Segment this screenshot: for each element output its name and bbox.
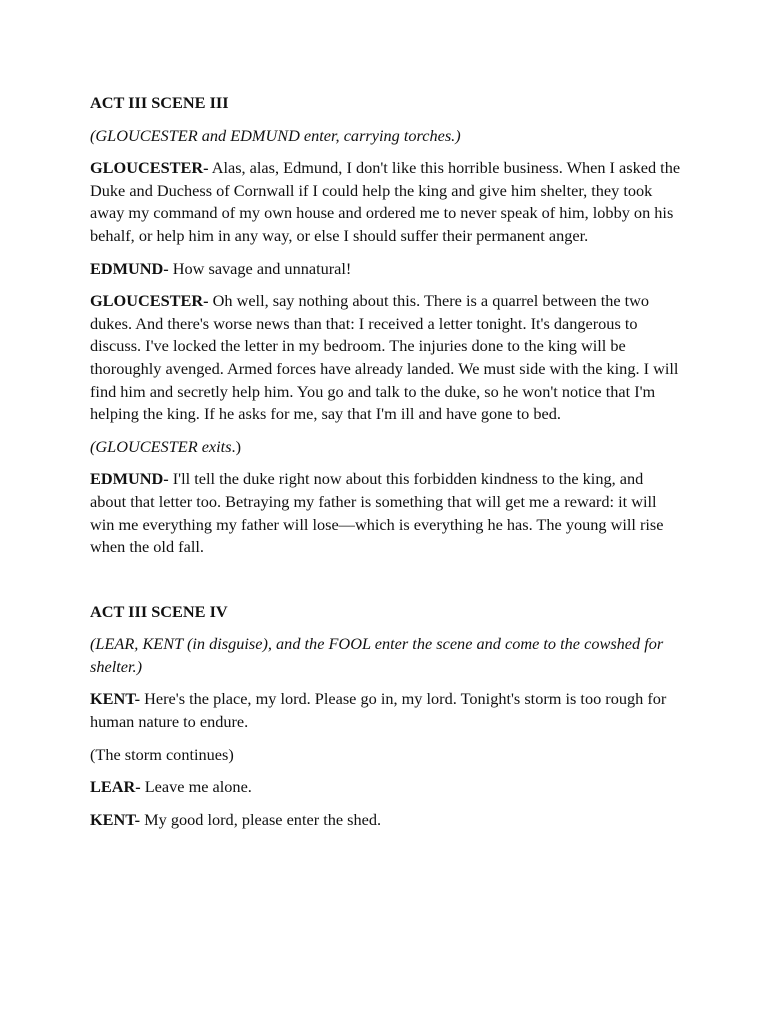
speaker-name: KENT- (90, 689, 141, 709)
dialogue-text: Leave me alone. (140, 777, 252, 797)
scene-divider-space (90, 569, 682, 601)
exit-direction-tail: .) (231, 436, 242, 456)
dialogue-line (90, 290, 682, 426)
dialogue-text: Here's the place, my lord. Please go in, my lord. Tonight's storm is too rough for human nature to endure. (90, 689, 667, 732)
dialogue-line (90, 688, 682, 733)
speaker-name: EDMUND- (90, 258, 169, 278)
speaker-name: KENT- (90, 809, 141, 829)
speaker-name: LEAR- (90, 777, 141, 797)
speaker-name: EDMUND- (90, 469, 169, 489)
speaker-name: GLOUCESTER- (90, 158, 209, 178)
scene-heading: ACT III SCENE III (90, 93, 229, 112)
dialogue-text: I'll tell the duke right now about this forbidden kindness to the king, and about that letter too. Betraying my father is something that will get me a reward: it will win me everything my father will lose—which is everything he has. The young will rise when the old fall. (90, 469, 664, 557)
dialogue-text: Oh well, say nothing about this. There is a quarrel between the two dukes. And there's worse news than that: I received a letter tonight. It's dangerous to discuss. I've locked the letter in my bedroom. The injuries done to the king will be thoroughly avenged. Armed forces have already landed. We must side with the king. I will find him and secretly help him. You go and talk to the duke, so he won't notice that I'm helping the king. If he asks for me, say that I'm ill and have gone to bed. (90, 291, 679, 424)
dialogue-line (90, 776, 682, 799)
stage-direction-plain: (The storm continues) (90, 744, 234, 764)
stage-direction-exit (90, 436, 682, 459)
scene-heading: ACT III SCENE IV (90, 601, 228, 621)
dialogue-text: My good lord, please enter the shed. (140, 809, 382, 829)
dialogue-line (90, 258, 682, 281)
dialogue-line (90, 157, 682, 247)
dialogue-text: How savage and unnatural! (168, 258, 352, 278)
stage-direction: (GLOUCESTER and EDMUND enter, carrying torches.) (90, 125, 461, 145)
speaker-name: GLOUCESTER- (90, 291, 209, 311)
document-page (90, 92, 682, 841)
stage-direction: (LEAR, KENT (in disguise), and the FOOL enter the scene and come to the cowshed for shelter.) (90, 634, 664, 676)
dialogue-line (90, 468, 682, 558)
dialogue-line (90, 809, 682, 832)
dialogue-text: Alas, alas, Edmund, I don't like this horrible business. When I asked the Duke and Duchess of Cornwall if I could help the king and give him shelter, they took away my command of my own house and ordered me to never speak of him, lobby on his behalf, or help him in any way, or else I should suffer their permanent anger. (90, 158, 681, 245)
exit-direction-italic: (GLOUCESTER exits (90, 436, 232, 456)
